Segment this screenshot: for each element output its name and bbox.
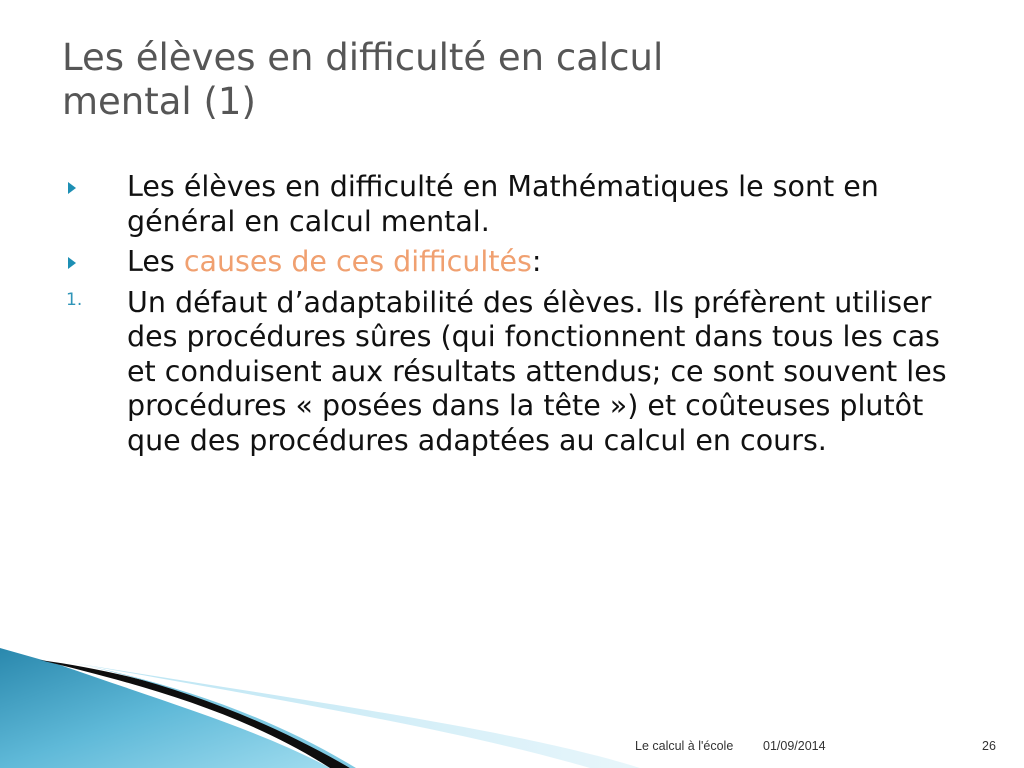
numbered-marker: [66, 286, 106, 320]
slide-body: [0, 170, 1024, 464]
bullet-text-highlight: causes de ces difficultés: [183, 245, 532, 278]
bullet-marker: [66, 170, 106, 204]
footer-date: 01/09/2014: [763, 739, 826, 753]
triangle-right-icon: [68, 257, 76, 269]
slide-title-line-2: mental (1): [62, 80, 256, 123]
footer-page-number: 26: [982, 739, 996, 753]
numbered-text: Un défaut d’adaptabilité des élèves. Ils préfèrent utiliser des procédures sûres (qui fonctionnent dans tous les cas et conduisent aux résultats attendus; ce sont souvent les procédures « posées dans la tête ») et coûteuses plutôt que des procédures adaptées au calcul en cours.: [127, 285, 947, 457]
slide-title-line-1: Les élèves en difficulté en calcul: [62, 36, 664, 79]
bullet-marker: [66, 245, 106, 279]
bullet-item: [0, 170, 1024, 239]
bullet-text-prefix: Les: [127, 245, 184, 278]
wave-decoration: [0, 560, 1024, 768]
bullet-text: Les élèves en difficulté en Mathématiques le sont en général en calcul mental.: [127, 170, 879, 238]
numbered-item: [0, 286, 1024, 459]
item-number: 1.: [66, 289, 83, 310]
footer-title: Le calcul à l'école: [635, 739, 734, 753]
wave-band-blue: [0, 648, 330, 768]
bullet-text-suffix: :: [531, 245, 542, 278]
bullet-item: [0, 245, 1024, 280]
slide-title: [62, 36, 962, 124]
triangle-right-icon: [68, 182, 76, 194]
